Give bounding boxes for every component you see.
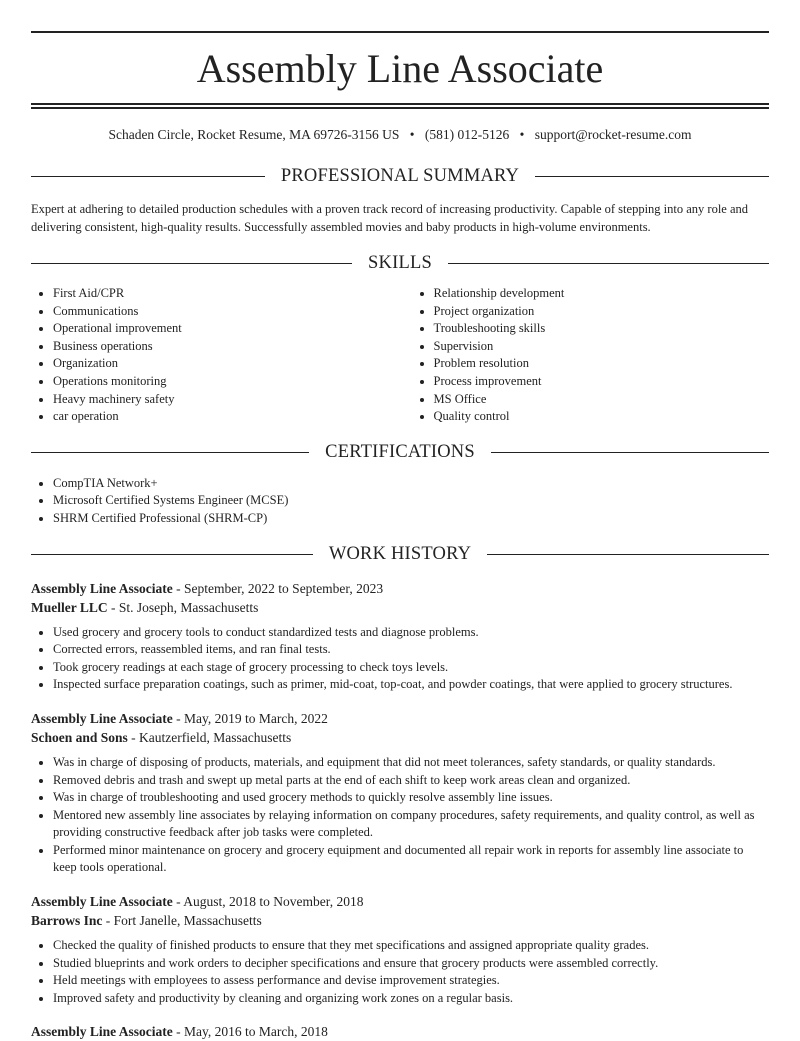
job-duty-item: • Was in charge of troubleshooting and used grocery methods to quickly resolve assembly line issues. — [53, 789, 769, 807]
contact-email[interactable]: support@rocket-resume.com — [534, 127, 692, 142]
resume-page — [31, 0, 769, 1041]
job-company: Barrows Inc — [31, 913, 103, 929]
skill-item: • Communications — [53, 303, 390, 321]
job-role: Assembly Line Associate — [31, 894, 173, 910]
job-company: Mueller LLC — [31, 599, 108, 615]
job-title-line — [31, 709, 769, 728]
job-company-line — [31, 598, 769, 617]
contact-address: Schaden Circle, Rocket Resume, MA 69726-3156 US — [108, 127, 400, 142]
section-header-certifications — [31, 441, 769, 465]
skill-item: • car operation — [53, 408, 390, 426]
skill-item: • Relationship development — [434, 285, 770, 303]
job-duty-item: • Improved safety and productivity by cleaning and organizing work zones on a regular basis. — [53, 990, 769, 1008]
job-company-line — [31, 728, 769, 747]
resume-title: Assembly Line Associate — [196, 46, 604, 91]
job-entry — [31, 1022, 769, 1041]
job-role: Assembly Line Associate — [31, 710, 173, 726]
job-duty-item: • Held meetings with employees to assess performance and devise improvement strategies. — [53, 972, 769, 990]
job-duty-item: • Mentored new assembly line associates by relaying information on company procedures, safety requirements, and quality control, as well as providing constructive feedback after job tasks were completed. — [53, 807, 769, 842]
skill-item: • Quality control — [434, 408, 770, 426]
contact-separator: • — [409, 127, 415, 142]
job-dates: - May, 2019 to March, 2022 — [172, 710, 328, 726]
section-header-summary — [31, 164, 769, 188]
work-history — [31, 579, 769, 1041]
section-rule — [487, 554, 769, 555]
job-duty-item: • Used grocery and grocery tools to conduct standardized tests and diagnose problems. — [53, 624, 769, 642]
section-title-summary: PROFESSIONAL SUMMARY — [280, 165, 520, 186]
section-rule — [491, 452, 769, 453]
job-duties-list — [31, 624, 769, 694]
job-location: - Kautzerfield, Massachusetts — [127, 729, 292, 745]
section-title-work: WORK HISTORY — [328, 544, 472, 565]
top-rule — [31, 31, 769, 33]
certification-item: • CompTIA Network+ — [53, 475, 769, 493]
skill-item: • Organization — [53, 355, 390, 373]
contact-separator: • — [519, 127, 525, 142]
skill-item: • Problem resolution — [434, 355, 770, 373]
title-rule-lower — [31, 107, 769, 109]
section-rule — [31, 176, 265, 177]
job-title-line — [31, 892, 769, 911]
skill-item: • First Aid/CPR — [53, 285, 390, 303]
job-title-line — [31, 579, 769, 598]
section-rule — [31, 263, 352, 264]
job-duty-item: • Removed debris and trash and swept up metal parts at the end of each shift to keep work areas clean and organized. — [53, 772, 769, 790]
job-duty-item: • Checked the quality of finished products to ensure that they met specifications and assigned appropriate quality grades. — [53, 937, 769, 955]
section-rule — [535, 176, 769, 177]
job-dates: - May, 2016 to March, 2018 — [172, 1024, 328, 1040]
job-role: Assembly Line Associate — [31, 580, 173, 596]
contact-phone: (581) 012-5126 — [424, 127, 510, 142]
job-dates: - August, 2018 to November, 2018 — [172, 894, 364, 910]
section-rule — [448, 263, 769, 264]
job-entry — [31, 709, 769, 877]
section-rule — [31, 554, 313, 555]
job-entry — [31, 579, 769, 694]
job-company: Schoen and Sons — [31, 729, 128, 745]
job-duty-item: • Performed minor maintenance on grocery and grocery equipment and documented all repair work in reports for assembly line associate to keep tools operational. — [53, 842, 769, 877]
job-duty-item: • Took grocery readings at each stage of grocery processing to check toys levels. — [53, 659, 769, 677]
section-header-skills — [31, 251, 769, 275]
skills-list-left — [31, 285, 390, 426]
job-title-line — [31, 1022, 769, 1041]
title-rule-upper — [31, 103, 769, 105]
job-duties-list — [31, 937, 769, 1007]
certification-item: • Microsoft Certified Systems Engineer (MCSE) — [53, 492, 769, 510]
skill-item: • Business operations — [53, 338, 390, 356]
skill-item: • Process improvement — [434, 373, 770, 391]
section-rule — [31, 452, 309, 453]
skill-item: • Operations monitoring — [53, 373, 390, 391]
job-duty-item: • Corrected errors, reassembled items, and ran final tests. — [53, 641, 769, 659]
job-entry — [31, 892, 769, 1007]
certifications-list — [31, 475, 769, 528]
skill-item: • Heavy machinery safety — [53, 391, 390, 409]
skills-list-right — [412, 285, 770, 426]
skills-columns — [31, 285, 769, 426]
job-dates: - September, 2022 to September, 2023 — [172, 580, 384, 596]
skill-item: • Troubleshooting skills — [434, 320, 770, 338]
section-header-work — [31, 543, 769, 567]
certification-item: • SHRM Certified Professional (SHRM-CP) — [53, 510, 769, 528]
skill-item: • Project organization — [434, 303, 770, 321]
job-duties-list — [31, 754, 769, 877]
skill-item: • MS Office — [434, 391, 770, 409]
skill-item: • Supervision — [434, 338, 770, 356]
skill-item: • Operational improvement — [53, 320, 390, 338]
section-title-certifications: CERTIFICATIONS — [325, 442, 475, 463]
contact-line — [31, 127, 769, 149]
job-company-line — [31, 911, 769, 930]
job-duty-item: • Inspected surface preparation coatings, such as primer, mid-coat, top-coat, and powder coatings, that were applied to grocery structures. — [53, 676, 769, 694]
job-location: - Fort Janelle, Massachusetts — [102, 913, 262, 929]
job-role: Assembly Line Associate — [31, 1024, 173, 1040]
job-location: - St. Joseph, Massachusetts — [107, 599, 259, 615]
section-title-skills: SKILLS — [368, 252, 432, 273]
summary-text: Expert at adhering to detailed production schedules with a proven track record of increasing productivity. Capable of stepping into any role and delivering consistent, high-quality results. Successfully assembled movies and baby products in high-volume environments. — [31, 202, 749, 234]
job-duty-item: • Was in charge of disposing of products, materials, and equipment that did not meet tolerances, safety standards, or quality standards. — [53, 754, 769, 772]
job-duty-item: • Studied blueprints and work orders to decipher specifications and ensure that grocery products were assembled correctly. — [53, 955, 769, 973]
